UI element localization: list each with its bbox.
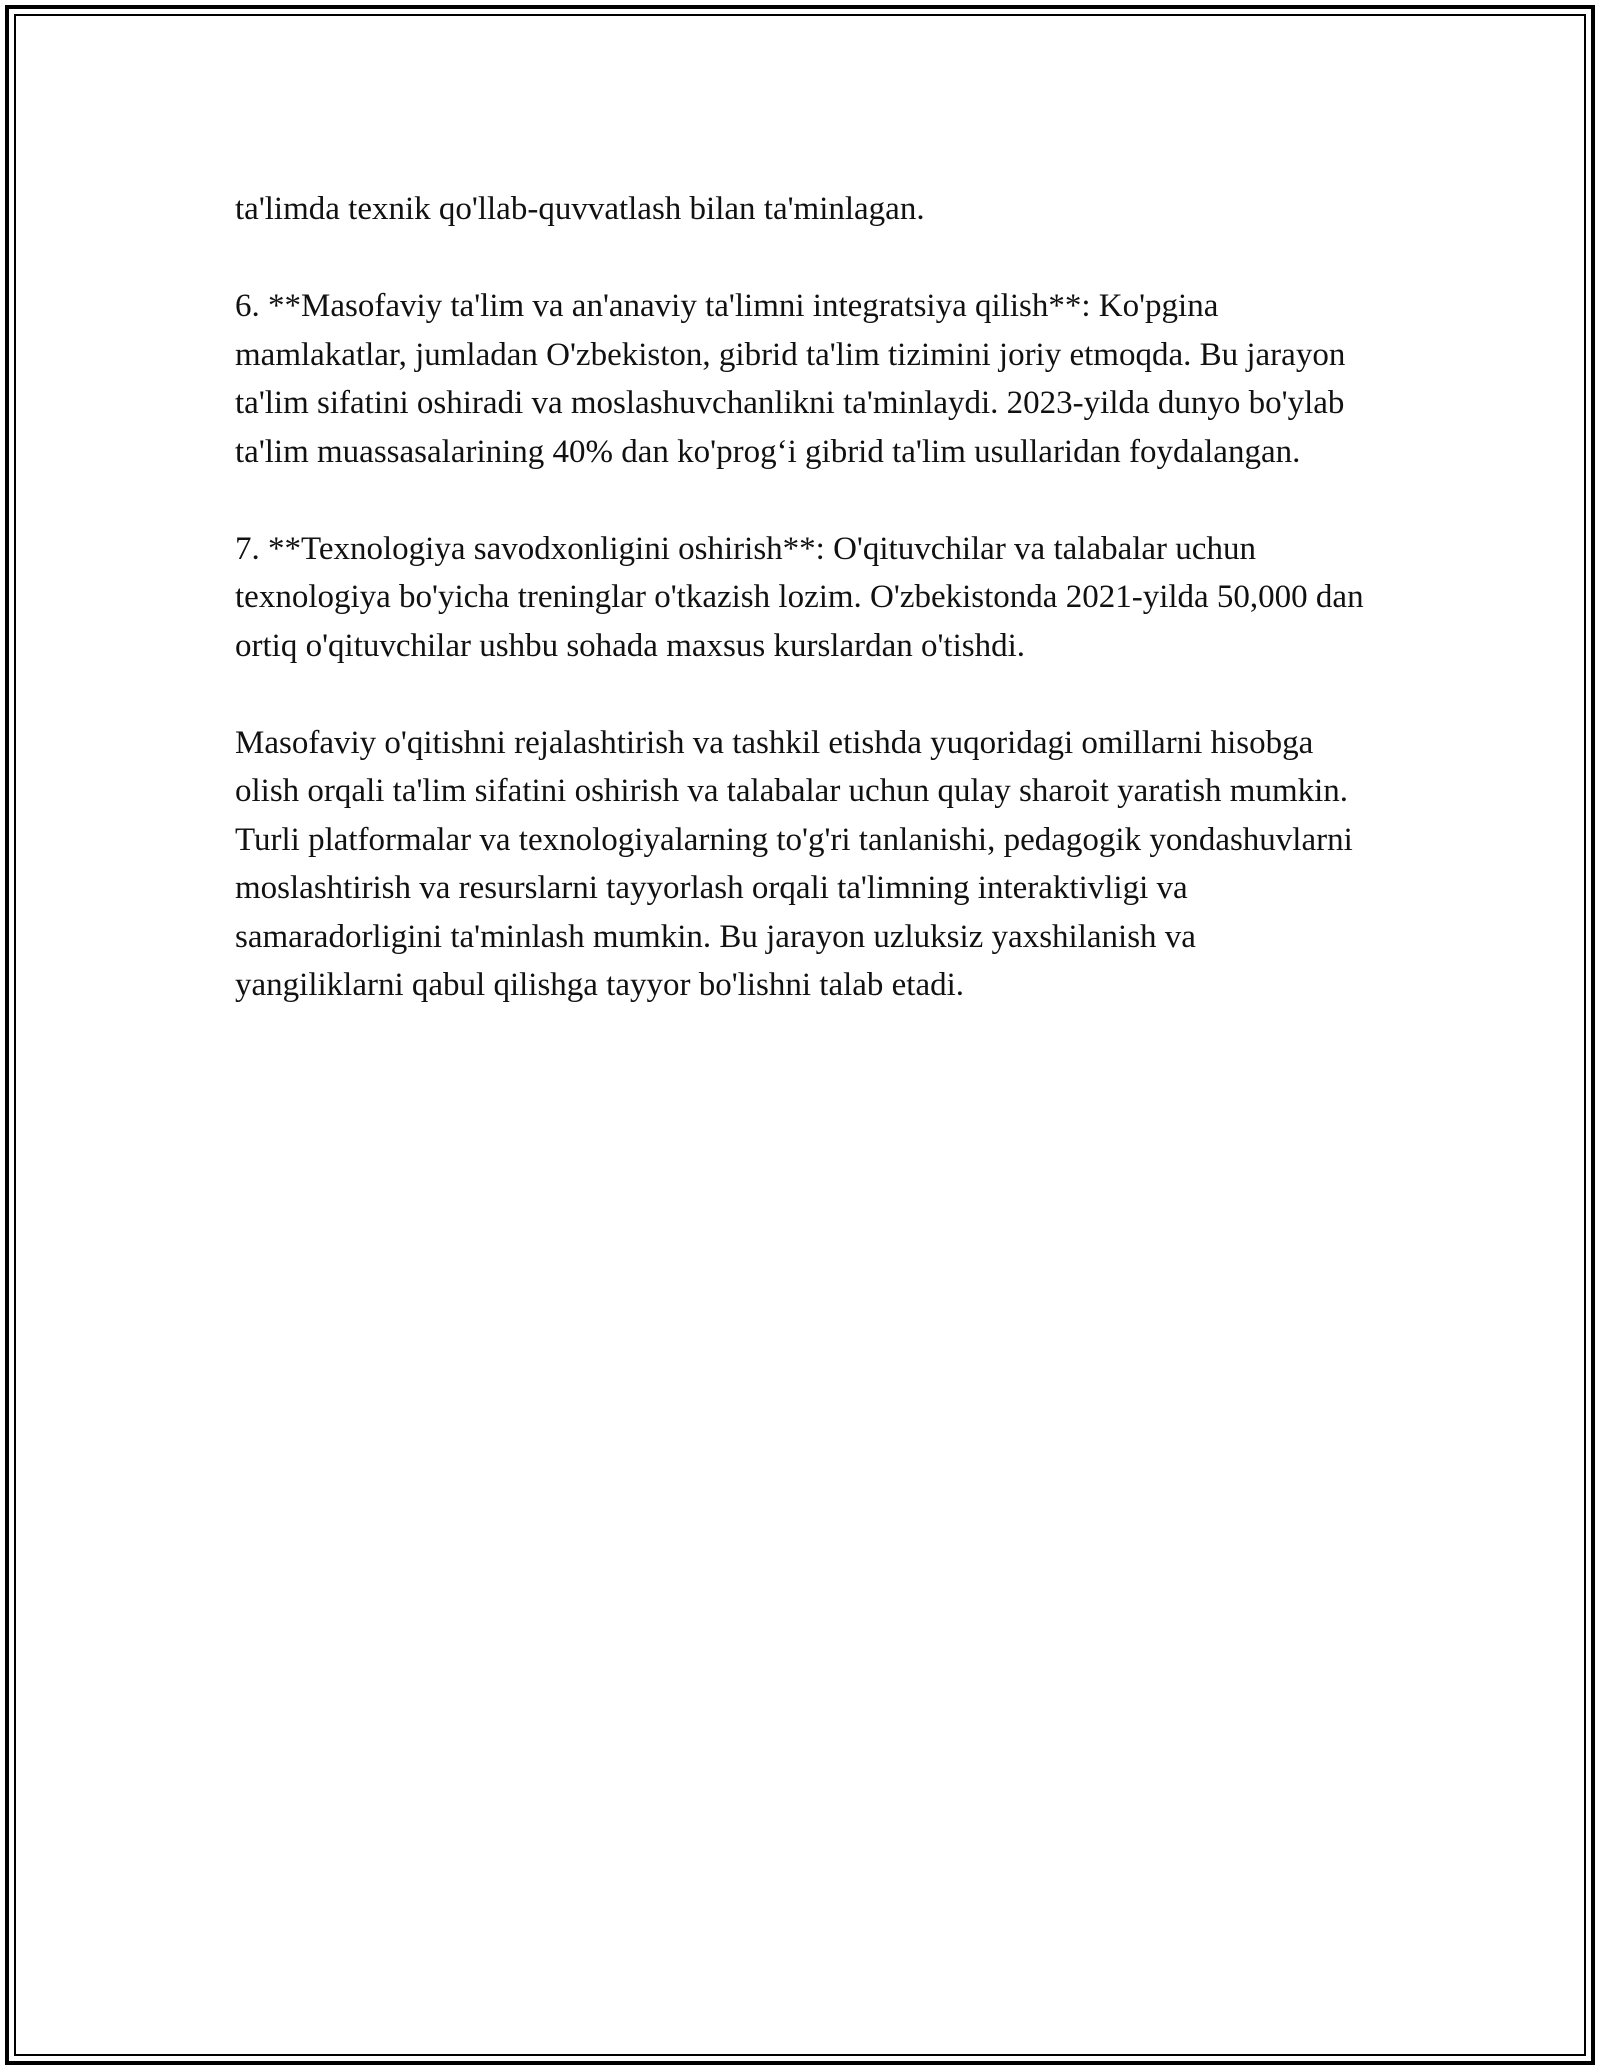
paragraph-item-6: 6. **Masofaviy ta'lim va an'anaviy ta'limni integratsiya qilish**: Ko'pgina mamlakatlar, jumladan O'zbekiston, gibrid ta'lim tizimini joriy etmoqda. Bu jarayon ta'lim sifatini oshiradi va moslashuvchanlikni ta'minlaydi. 2023-yilda dunyo bo'ylab ta'lim muassasalarining 40% dan ko'prog‘i gibrid ta'lim usullaridan foydalangan.	[235, 288, 1346, 470]
paragraph-item-7: 7. **Texnologiya savodxonligini oshirish**: O'qituvchilar va talabalar uchun texnologiya bo'yicha treninglar o'tkazish lozim. O'zbekistonda 2021-yilda 50,000 dan ortiq o'qituvchilar ushbu sohada maxsus kurslardan o'tishdi.	[235, 530, 1364, 664]
paragraph-continuation: ta'limda texnik qo'llab-quvvatlash bilan ta'minlagan.	[235, 191, 925, 227]
document-body	[235, 185, 1365, 1058]
paragraph-conclusion: Masofaviy o'qitishni rejalashtirish va tashkil etishda yuqoridagi omillarni hisobga olish orqali ta'lim sifatini oshirish va talabalar uchun qulay sharoit yaratish mumkin. Turli platformalar va texnologiyalarning to'g'ri tanlanishi, pedagogik yondashuvlarni moslashtirish va resurslarni tayyorlash orqali ta'limning interaktivligi va samaradorligini ta'minlash mumkin. Bu jarayon uzluksiz yaxshilanish va yangiliklarni qabul qilishga tayyor bo'lishni talab etadi.	[235, 724, 1353, 1003]
